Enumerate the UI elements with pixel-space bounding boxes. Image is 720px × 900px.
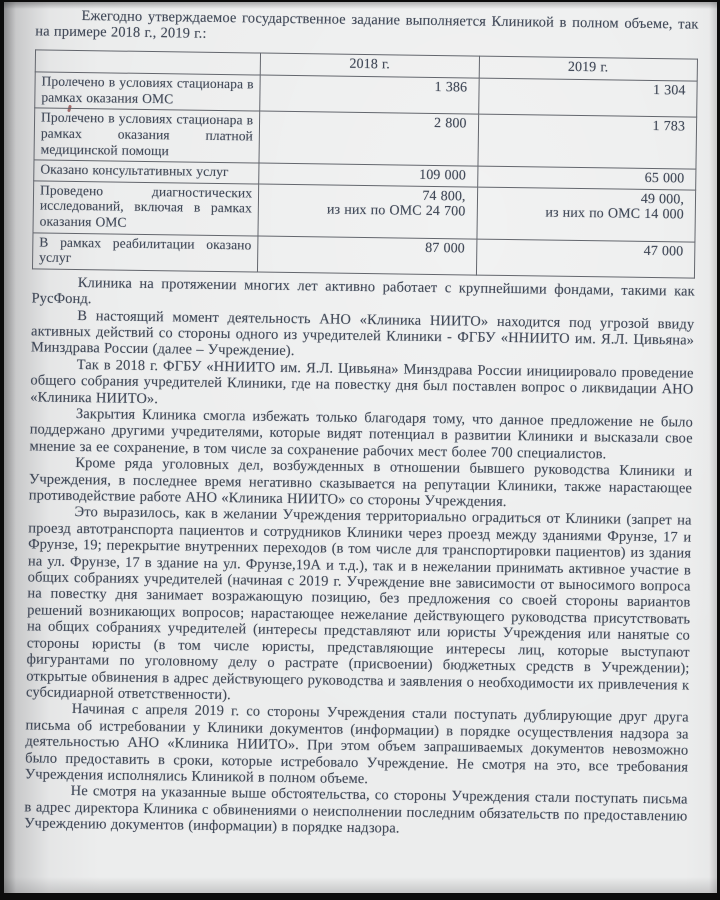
- value-2018: [258, 184, 477, 239]
- value-main: 74 800,: [422, 188, 466, 205]
- body-paragraph: Так в 2018 г. ФГБУ «ННИИТО им. Я.Л. Цивьяна» Минздрава России инициировало проведение общего собрания учредителей Клиники, где на повестку дня был поставлен вопрос о ликвидации АНО «Клиника НИИТО».: [30, 356, 694, 407]
- body-paragraph: В настоящий момент деятельность АНО «Клиника НИИТО» находится под угрозой ввиду активных действий со стороны одного из учредителей Клиники - ФГБУ «ННИИТО им. Я.Л. Цивьяна» Минздрава России (далее – Учреждение).: [30, 307, 695, 360]
- value-2019: 1 783: [477, 114, 696, 169]
- table-row: [34, 108, 697, 169]
- value-note: из них по ОМС 14 000: [545, 205, 684, 223]
- value-2018: 1 386: [260, 75, 479, 114]
- header-2019: 2019 г.: [479, 56, 698, 81]
- value-2019: 1 304: [478, 78, 697, 117]
- state-task-table: [32, 49, 698, 278]
- document-content: [24, 7, 698, 841]
- body-paragraph: Начиная с апреля 2019 г. со стороны Учреждения стали поступать дублирующие друг друга письма об истребовании у Клиники документов (информации) в порядке осуществления надзора за деятельностью АНО «Клиника НИИТО». При этом объем запрашиваемых документов невозможно было предоставить в сроки, которые истребовало Учреждение. Не смотря на это, все требования Учреждения исполнялись Клиникой в полном объеме.: [24, 701, 689, 788]
- value-main: 49 000,: [640, 191, 685, 208]
- body-paragraph: Клиника на протяжении многих лет активно работает с крупнейшими фондами, такими как РусФонд.: [31, 274, 695, 308]
- value-2019: [476, 187, 695, 242]
- value-note: из них по ОМС 24 700: [326, 202, 466, 220]
- row-label: Пролечено в условиях стационара в рамках оказания ОМС: [35, 72, 261, 111]
- table-row: [33, 181, 696, 242]
- body-paragraph: Это выразилось, как в желании Учреждения территориально оградиться от Клиники (запрет на проезд автотранспорта пациентов и сотрудников Клиники через проезд между зданиями Фрунзе, 17 и Фрунзе, 19; перекрытие внутренних переходов (в том числе для транспортировки пациентов) из здания на ул. Фрунзе, 17 в здание на ул. Фрунзе,19А и т.д.), так и в нежелании принимать активное участие в общих собраниях учредителей (начиная с 2019 г. Учреждение вне зависимости от выносимого вопроса на повестку дня занимает возражающую позицию, без предложения со своей стороны вариантов решений возникающих вопросов; нарастающее нежелание действующего руководства присутствовать на общих собраниях учредителей (интересы представляют или юристы Учреждения или нанятые со стороны юристы (в том числе юристы, представляющие интересы лиц, которые выступают фигурантами по уголовному делу о растрате (присвоении) бюджетных средств в Учреждении); открытые обвинения в адрес действующего руководства и заявления о необходимости их привлечения к субсидиарной ответственности).: [25, 504, 692, 704]
- intro-paragraph: Ежегодно утверждаемое государственное задание выполняется Клиникой в полном объеме, так на примере 2018 г., 2019 г.:: [35, 8, 699, 43]
- row-label: Пролечено в условиях стационара в рамках оказания платной медицинской помощи: [34, 108, 260, 163]
- header-2018: 2018 г.: [260, 53, 479, 78]
- row-label: В рамках реабилитации оказано услуг: [32, 232, 258, 271]
- row-label: Проведено диагностических исследований, включая в рамках оказания ОМС: [33, 181, 259, 236]
- value-2018: 87 000: [258, 236, 477, 275]
- value-2019: 65 000: [477, 166, 696, 190]
- body-paragraph: Кроме ряда уголовных дел, возбужденных в отношении бывшего руководства Клиники и Учреждения, в последнее время негативно сказывается на репутации Клиники, также нарастающее противодействие работе АНО «Клиника НИИТО» со стороны Учреждения.: [28, 455, 693, 511]
- row-label: Оказано консультативных услуг: [34, 160, 259, 184]
- value-2019: 47 000: [476, 239, 695, 278]
- body-paragraph: Закрытия Клиника смогла избежать только благодаря тому, что данное предложение не было поддержано другими учредителями, которые видят потенциал в развитии Клиники и высказали свое мнение за ее сохранение, в том числе за сохранение рабочих мест более 700 специалистов.: [29, 406, 694, 463]
- header-empty-cell: [35, 50, 260, 76]
- paper-sheet: [4, 2, 717, 893]
- value-2018: 2 800: [259, 111, 478, 166]
- body-paragraph: Не смотря на указанные выше обстоятельства, со стороны Учреждения стали поступать письма в адрес директора Клиника с обвинениями о неисполнении последним обязательств по предоставлению Учреждению документов (информации) в порядке надзора.: [24, 783, 688, 837]
- value-2018: 109 000: [259, 163, 478, 187]
